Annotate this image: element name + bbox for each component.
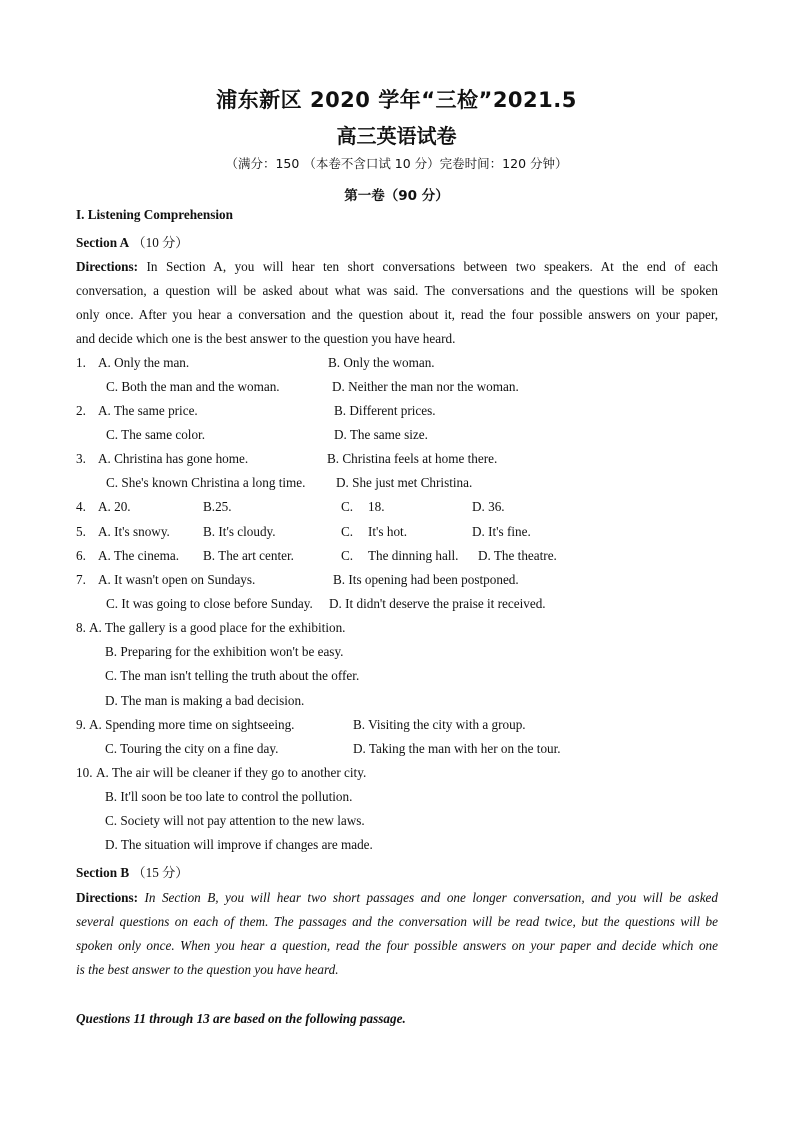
directions-label: Directions: xyxy=(76,259,139,274)
option-d: D. The man is making a bad decision. xyxy=(105,693,305,708)
option-b: B. Preparing for the exhibition won't be easy. xyxy=(105,644,344,659)
section-b-points: （15 分） xyxy=(132,865,189,880)
option-c: C. She's known Christina a long time. xyxy=(106,475,306,490)
option-d: D. Neither the man nor the woman. xyxy=(332,379,519,394)
questions-note: Questions 11 through 13 are based on the following passage. xyxy=(76,1011,406,1026)
option-b: B. Its opening had been postponed. xyxy=(333,572,519,587)
option-c: C. Touring the city on a fine day. xyxy=(105,741,279,756)
option-d: D. It's fine. xyxy=(472,524,531,539)
option-c: It's hot. xyxy=(368,524,408,539)
question-number: 9. xyxy=(76,717,86,732)
option-a: A. The same price. xyxy=(98,403,198,418)
section-a-directions: Directions: In Section A, you will hear ten short conversations between two speakers. At the end of each conversation, a question will be asked about what was said. The conversations and the questions will be spoken only once. After you hear a conversation and the question about it, read the four possible answers on your paper, and decide which one is the best answer to the question you have heard. xyxy=(76,259,718,346)
option-c-letter: C. xyxy=(341,499,354,514)
question-number: 6. xyxy=(76,548,86,563)
option-a: A. The air will be cleaner if they go to another city. xyxy=(96,765,367,780)
option-c-letter: C. xyxy=(341,548,354,563)
question-number: 2. xyxy=(76,403,86,418)
option-a: A. It wasn't open on Sundays. xyxy=(98,572,256,587)
question-number: 8. xyxy=(76,620,86,635)
part-heading: 第一卷（90 分） xyxy=(344,188,449,204)
option-d: D. Taking the man with her on the tour. xyxy=(353,741,561,756)
question-number: 1. xyxy=(76,355,86,370)
option-c: 18. xyxy=(368,499,385,514)
option-d: D. The same size. xyxy=(334,427,428,442)
question-number: 7. xyxy=(76,572,86,587)
option-d: D. 36. xyxy=(472,499,505,514)
listening-heading: I. Listening Comprehension xyxy=(76,207,233,222)
section-a-heading xyxy=(76,232,188,251)
option-c: C. It was going to close before Sunday. xyxy=(106,596,313,611)
option-b: B.25. xyxy=(203,499,232,514)
option-a: A. Spending more time on sightseeing. xyxy=(89,717,295,732)
option-a: A. Christina has gone home. xyxy=(98,451,249,466)
option-c: The dinning hall. xyxy=(368,548,459,563)
option-d: D. The situation will improve if changes are made. xyxy=(105,837,373,852)
section-b-heading xyxy=(76,862,188,881)
question-number: 5. xyxy=(76,524,86,539)
option-a: A. It's snowy. xyxy=(98,524,170,539)
section-b-label: Section B xyxy=(76,865,130,880)
exam-info: （满分：150 （本卷不含口试 10 分）完卷时间：120 分钟） xyxy=(225,156,568,171)
option-c: C. Society will not pay attention to the new laws. xyxy=(105,813,365,828)
option-b: B. Christina feels at home there. xyxy=(327,451,498,466)
option-c: C. The man isn't telling the truth about the offer. xyxy=(105,668,360,683)
option-c: C. The same color. xyxy=(106,427,206,442)
question-number: 3. xyxy=(76,451,86,466)
exam-subtitle: 高三英语试卷 xyxy=(336,124,457,148)
section-a-label: Section A xyxy=(76,235,130,250)
exam-title: 浦东新区 2020 学年“三检”2021.5 xyxy=(216,88,577,112)
option-c: C. Both the man and the woman. xyxy=(106,379,280,394)
option-b: B. It's cloudy. xyxy=(203,524,276,539)
option-b: B. It'll soon be too late to control the pollution. xyxy=(105,789,353,804)
option-a: A. The cinema. xyxy=(98,548,180,563)
option-b: B. Visiting the city with a group. xyxy=(353,717,526,732)
question-number: 4. xyxy=(76,499,86,514)
question-number: 10. xyxy=(76,765,93,780)
option-c-letter: C. xyxy=(341,524,354,539)
option-d: D. The theatre. xyxy=(478,548,557,563)
option-b: B. Different prices. xyxy=(334,403,436,418)
option-a: A. 20. xyxy=(98,499,131,514)
option-d: D. It didn't deserve the praise it received. xyxy=(329,596,546,611)
option-a: A. Only the man. xyxy=(98,355,190,370)
option-b: B. Only the woman. xyxy=(328,355,435,370)
option-a: A. The gallery is a good place for the exhibition. xyxy=(89,620,346,635)
section-a-points: （10 分） xyxy=(132,235,189,250)
section-b-directions: Directions: In Section B, you will hear two short passages and one longer conversation, and you will be asked several questions on each of them. The passages and the conversation will be read twice, but the questions will be spoken only once. When you hear a question, read the four possible answers on your paper and decide which one is the best answer to the question you have heard. xyxy=(76,890,719,977)
option-b: B. The art center. xyxy=(203,548,294,563)
option-d: D. She just met Christina. xyxy=(336,475,473,490)
directions-label: Directions: xyxy=(76,890,139,905)
